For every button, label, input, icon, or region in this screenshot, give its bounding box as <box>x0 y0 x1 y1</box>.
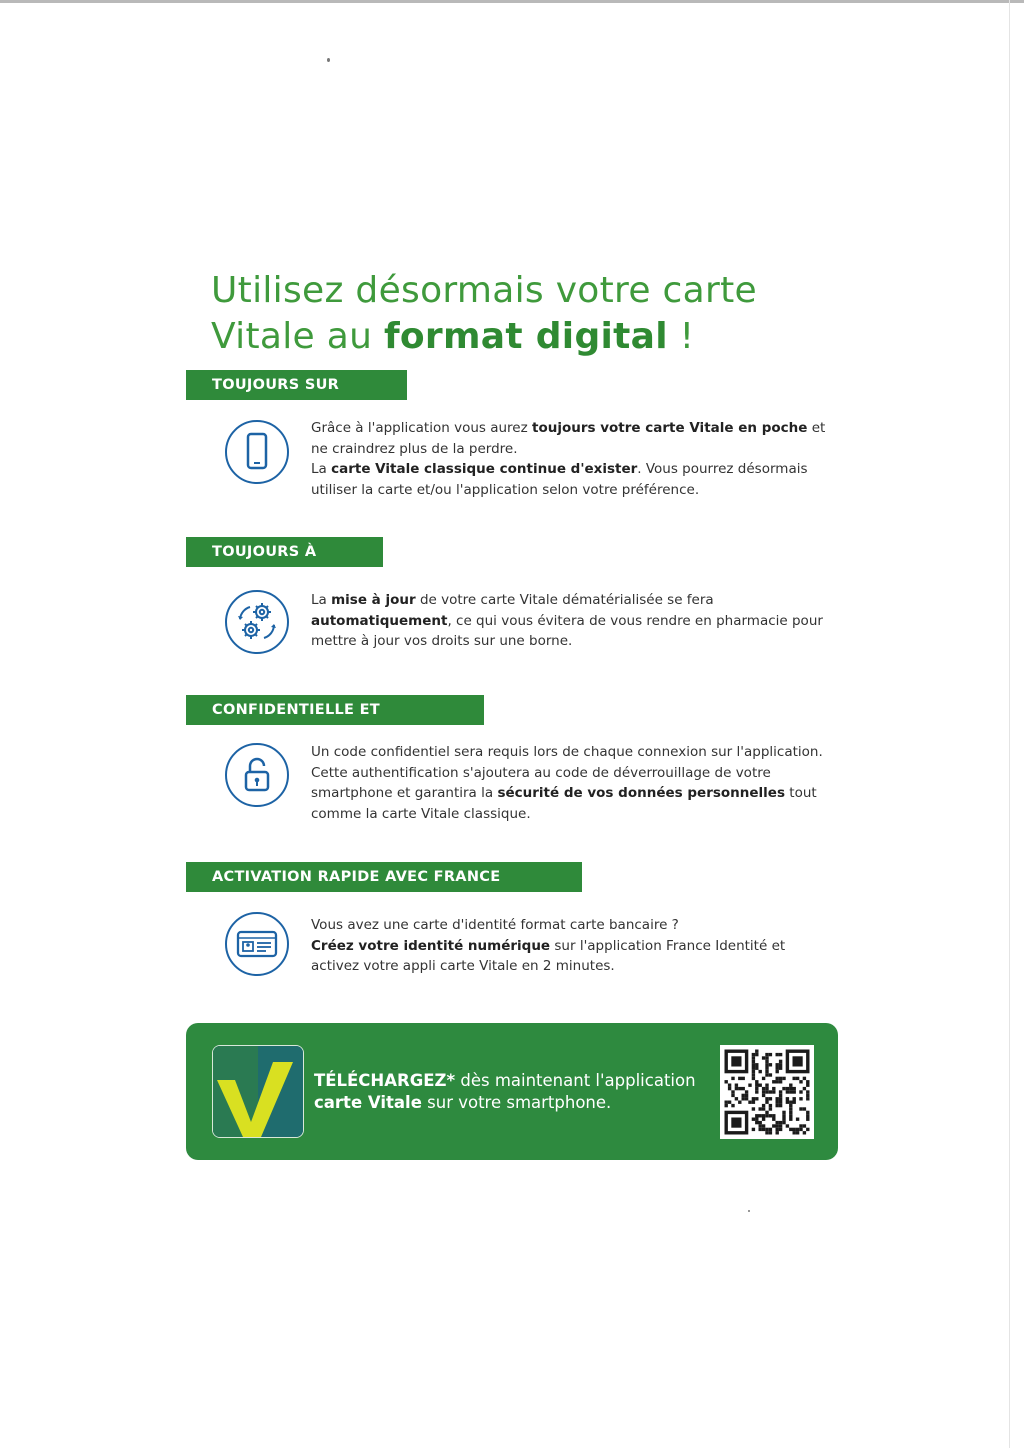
text-run: et ne craindrez plus de la perdre. <box>311 420 826 457</box>
text-run: La <box>311 592 332 608</box>
text-run: de votre carte Vitale dématérialisée se fera <box>415 592 714 608</box>
text-run: Un code confidentiel sera requis lors de chaque connexion sur l'application. Cette authentification s'ajoutera au code de déverrouillage de votre smartphone et garantira la <box>311 744 823 801</box>
text-run: tout comme la carte Vitale classique. <box>311 785 817 822</box>
section-text-toujours-sur-vous <box>311 418 831 500</box>
text-run: Grâce à l'application vous aurez <box>311 420 532 436</box>
text-run: La <box>311 461 332 477</box>
text-bold-run: Créez votre identité numérique <box>311 937 551 954</box>
text-bold-run: sécurité de vos données personnelles <box>497 785 785 801</box>
qr-code[interactable] <box>720 1045 814 1139</box>
section-heading-confidentielle: CONFIDENTIELLE ET SÉCURISÉE <box>186 695 484 725</box>
carte-vitale-app-logo <box>212 1045 304 1138</box>
scan-speck <box>327 58 330 62</box>
scan-speck <box>748 1210 750 1212</box>
text-run: dès maintenant l'application <box>455 1071 696 1090</box>
download-banner <box>186 1023 838 1160</box>
text-bold-run: carte Vitale <box>314 1093 422 1112</box>
id-card-icon <box>225 912 289 976</box>
text-run: . Vous pourrez désormais utiliser la carte et/ou l'application selon votre préférence. <box>311 461 808 498</box>
title-line-2-plain: Vitale au <box>211 316 384 358</box>
section-heading-activation-rapide: ACTIVATION RAPIDE AVEC FRANCE IDENTITÉ <box>186 862 582 892</box>
banner-text <box>314 1070 714 1114</box>
title-line-2-bold: format digital <box>383 316 668 358</box>
scan-right-edge <box>1009 0 1010 1448</box>
gears-sync-icon <box>225 590 289 654</box>
section-text-activation-rapide <box>311 915 831 977</box>
smartphone-icon <box>225 420 289 484</box>
title-line-1: Utilisez désormais votre carte <box>211 270 757 312</box>
text-run: Vous avez une carte d'identité format carte bancaire ? <box>311 917 679 933</box>
text-bold-run: mise à jour <box>331 592 416 608</box>
title-line-2-end: ! <box>667 316 695 358</box>
text-run: sur votre smartphone. <box>421 1093 612 1112</box>
text-run: sur l'application France Identité et activez votre appli carte Vitale en 2 minutes. <box>311 937 786 974</box>
text-run: , ce qui vous évitera de vous rendre en pharmacie pour mettre à jour vos droits sur une borne. <box>311 612 823 649</box>
page-title <box>211 268 851 360</box>
text-bold-run: carte Vitale classique continue d'exister <box>331 461 638 477</box>
section-text-confidentielle <box>311 742 831 824</box>
section-heading-toujours-a-jour: TOUJOURS À JOUR <box>186 537 383 567</box>
scan-top-edge <box>0 0 1024 3</box>
padlock-icon <box>225 743 289 807</box>
text-bold-run: TÉLÉCHARGEZ* <box>314 1071 456 1090</box>
text-bold-run: automatiquement <box>311 612 448 629</box>
section-text-toujours-a-jour <box>311 590 831 652</box>
section-heading-toujours-sur-vous: TOUJOURS SUR VOUS <box>186 370 407 400</box>
text-bold-run: toujours votre carte Vitale en poche <box>531 420 808 436</box>
